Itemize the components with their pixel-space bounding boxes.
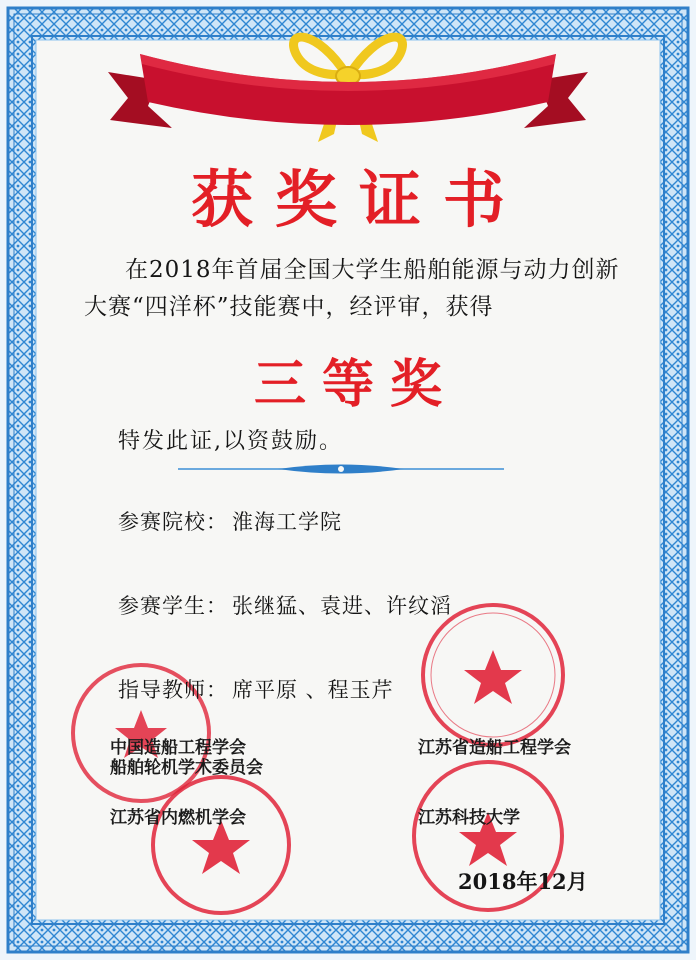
organizer-4: 江苏科技大学 xyxy=(418,808,520,828)
seal-jiangsu-combustion-engine-society xyxy=(146,770,296,920)
students-value: 张继猛、袁进、许纹滔 xyxy=(232,594,452,618)
closing-text: 特发此证,以资鼓励。 xyxy=(118,429,343,454)
organizer-2: 江苏省造船工程学会 xyxy=(418,738,571,758)
school-value: 淮海工学院 xyxy=(232,510,342,534)
organizer-1-line-1: 中国造船工程学会 xyxy=(110,738,246,758)
intro-line-2: 大赛“四洋杯”技能赛中，经评审，获得 xyxy=(84,294,494,320)
intro-line-1: 在2018年首届全国大学生船舶能源与动力创新 xyxy=(125,257,620,283)
prize-level: 三等奖 xyxy=(253,354,458,415)
school-field xyxy=(118,506,342,536)
school-label: 参赛院校： xyxy=(118,510,228,534)
organizer-1-line-2: 船舶轮机学术委员会 xyxy=(110,758,263,778)
star-icon xyxy=(192,820,250,874)
advisors-label: 指导教师： xyxy=(118,678,228,702)
ribbon-banner-icon xyxy=(88,10,608,150)
issue-date: 2018年12月 xyxy=(458,869,588,894)
star-icon xyxy=(464,650,522,704)
seal-jiangsu-shipbuilding-society xyxy=(418,600,568,750)
certificate-title: 获奖证书 xyxy=(190,163,527,236)
organizer-3: 江苏省内燃机学会 xyxy=(110,808,246,828)
advisors-field xyxy=(118,674,394,704)
ornament-divider-icon xyxy=(178,462,504,476)
students-field xyxy=(118,590,452,620)
students-label: 参赛学生： xyxy=(118,594,228,618)
advisors-value: 席平原 、程玉芹 xyxy=(232,678,394,702)
